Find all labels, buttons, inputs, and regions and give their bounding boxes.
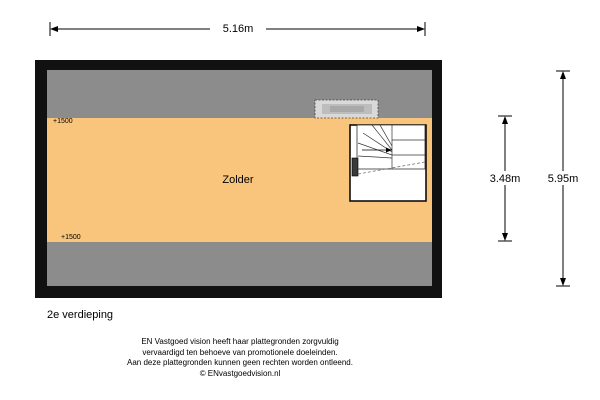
- room-label-attic: Zolder: [222, 174, 254, 186]
- height-marker-bottom: +1500: [61, 234, 81, 241]
- skylight: [315, 100, 378, 118]
- disclaimer: [40, 337, 440, 379]
- floor-title: 2e verdieping: [47, 309, 114, 321]
- total-depth-dimension: [536, 71, 590, 286]
- width-label: 5.16m: [222, 23, 254, 35]
- staircase: [350, 125, 426, 201]
- stair-depth-dimension: [478, 116, 532, 241]
- height-marker-top: +1500: [53, 118, 73, 125]
- total-depth-label: 5.95m: [547, 173, 579, 185]
- disclaimer-line: EN Vastgoed vision heeft haar plattegronden zorgvuldig: [141, 337, 339, 346]
- copyright-line: © ENvastgoedvision.nl: [199, 368, 281, 378]
- disclaimer-line: vervaardigd ten behoeve van promotionele doeleinden.: [142, 347, 338, 357]
- disclaimer-line: Aan deze plattegronden kunnen geen rechten worden ontleend.: [127, 358, 353, 368]
- stair-depth-label: 3.48m: [489, 173, 521, 185]
- width-dimension: [50, 21, 425, 36]
